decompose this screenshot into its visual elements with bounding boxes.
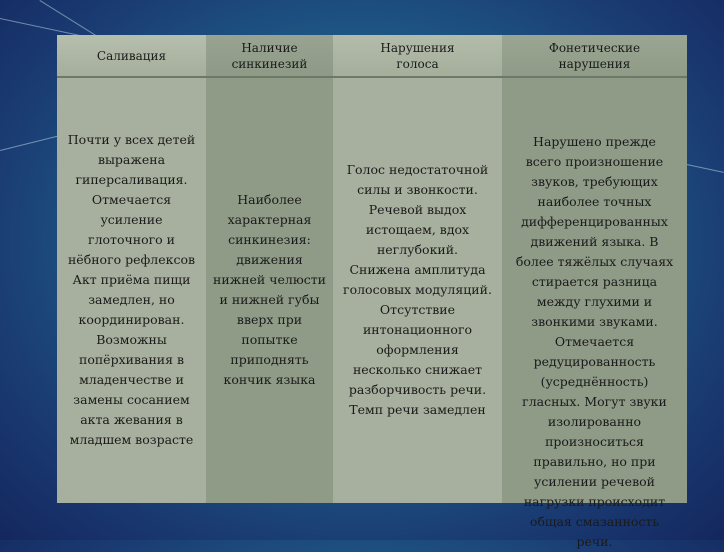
- voice-disorders-text: [342, 160, 493, 420]
- col1-line: замедлен, но: [88, 292, 175, 307]
- col1-line: попёрхивания в: [78, 352, 185, 367]
- synkinesis-text: [212, 190, 327, 390]
- header-line: нарушения: [558, 57, 631, 71]
- col1-line: младшем возрасте: [69, 432, 194, 447]
- header-phonetic-disorders: [502, 35, 687, 77]
- col1-line: усиление: [100, 212, 163, 227]
- voice-disorders-cell: [333, 77, 502, 503]
- col4-line: общая смазанность: [529, 514, 660, 529]
- header-voice-disorders-text: [380, 40, 454, 72]
- col3-line: несколько снижает: [352, 362, 483, 377]
- col2-line: нижней челюсти: [213, 272, 326, 287]
- header-phonetic-disorders-text: [549, 40, 640, 72]
- col1-line: гиперсаливация.: [75, 172, 188, 187]
- header-voice-disorders: [333, 35, 502, 77]
- col4-line: Отмечается: [554, 334, 635, 349]
- col3-line: Снижена амплитуда: [349, 262, 486, 277]
- col1-line: Отмечается: [91, 192, 172, 207]
- col2-line: синкинезия:: [228, 232, 311, 247]
- salivation-cell: [57, 77, 206, 503]
- col3-line: Речевой выдох: [368, 202, 467, 217]
- col3-line: Отсутствие: [379, 302, 456, 317]
- col4-line: движений языка. В: [530, 234, 659, 249]
- col3-line: разборчивость речи.: [348, 382, 487, 397]
- col4-line: усилении речевой: [534, 474, 655, 489]
- phonetic-disorders-text: [515, 132, 674, 552]
- header-synkinesis-text: [232, 40, 308, 72]
- col4-line: Нарушено прежде: [533, 134, 656, 149]
- col2-line: приподнять: [230, 352, 309, 367]
- header-line: Фонетические: [548, 41, 641, 55]
- col1-line: Акт приёма пищи: [72, 272, 191, 287]
- col1-line: замены сосанием: [73, 392, 190, 407]
- col3-line: истощаем, вдох: [365, 222, 470, 237]
- col2-line: попытке: [241, 332, 298, 347]
- col1-line: глоточного и: [88, 232, 175, 247]
- col3-line: силы и звонкости.: [357, 182, 478, 197]
- header-line: синкинезий: [231, 57, 308, 71]
- col2-line: характерная: [227, 212, 312, 227]
- salivation-text: [67, 130, 196, 450]
- col3-line: неглубокий.: [376, 242, 459, 257]
- col4-line: более тяжёлых случаях: [515, 254, 674, 269]
- col4-line: звуков, требующих: [531, 174, 658, 189]
- col3-line: Темп речи замедлен: [349, 402, 486, 417]
- col4-line: дифференцированных: [521, 214, 668, 229]
- header-line: Нарушения: [380, 41, 455, 55]
- col4-line: правильно, но при: [533, 454, 656, 469]
- header-line: голоса: [396, 57, 439, 71]
- col3-line: Голос недостаточной: [346, 162, 489, 177]
- synkinesis-cell: [206, 77, 333, 503]
- col4-line: редуцированность: [533, 354, 656, 369]
- col4-line: изолированно: [547, 414, 642, 429]
- col4-line: между глухими и: [536, 294, 653, 309]
- col1-line: координирован.: [78, 312, 185, 327]
- phonetic-disorders-cell: [502, 77, 687, 549]
- col1-line: выражена: [97, 152, 166, 167]
- col4-line: гласных. Могут звуки: [522, 394, 667, 409]
- col1-line: Почти у всех детей: [67, 132, 196, 147]
- header-synkinesis: [206, 35, 333, 77]
- header-salivation: Саливация: [57, 35, 206, 77]
- col3-line: голосовых модуляций.: [343, 282, 492, 297]
- col3-line: интонационного: [362, 322, 473, 337]
- col4-line: наиболее точных: [537, 194, 652, 209]
- col4-line: стирается разница: [531, 274, 658, 289]
- col4-line: нагрузки происходит: [523, 494, 666, 509]
- col4-line: (усреднённость): [540, 374, 649, 389]
- col1-line: акта жевания в: [80, 412, 183, 427]
- col4-line: речи.: [576, 534, 613, 549]
- col2-line: Наиболее: [237, 192, 302, 207]
- col4-line: звонкими звуками.: [531, 314, 658, 329]
- col3-line: оформления: [376, 342, 459, 357]
- col1-line: нёбного рефлексов: [67, 252, 196, 267]
- header-line: Наличие: [241, 41, 298, 55]
- speech-disorders-table: [57, 35, 687, 549]
- col2-line: кончик языка: [223, 372, 316, 387]
- col1-line: младенчестве и: [79, 372, 184, 387]
- header-divider: [57, 76, 687, 78]
- col1-line: Возможны: [96, 332, 167, 347]
- col2-line: движения: [236, 252, 303, 267]
- col4-line: произноситься: [545, 434, 644, 449]
- col4-line: всего произношение: [525, 154, 664, 169]
- col2-line: вверх при: [236, 312, 303, 327]
- col2-line: и нижней губы: [219, 292, 320, 307]
